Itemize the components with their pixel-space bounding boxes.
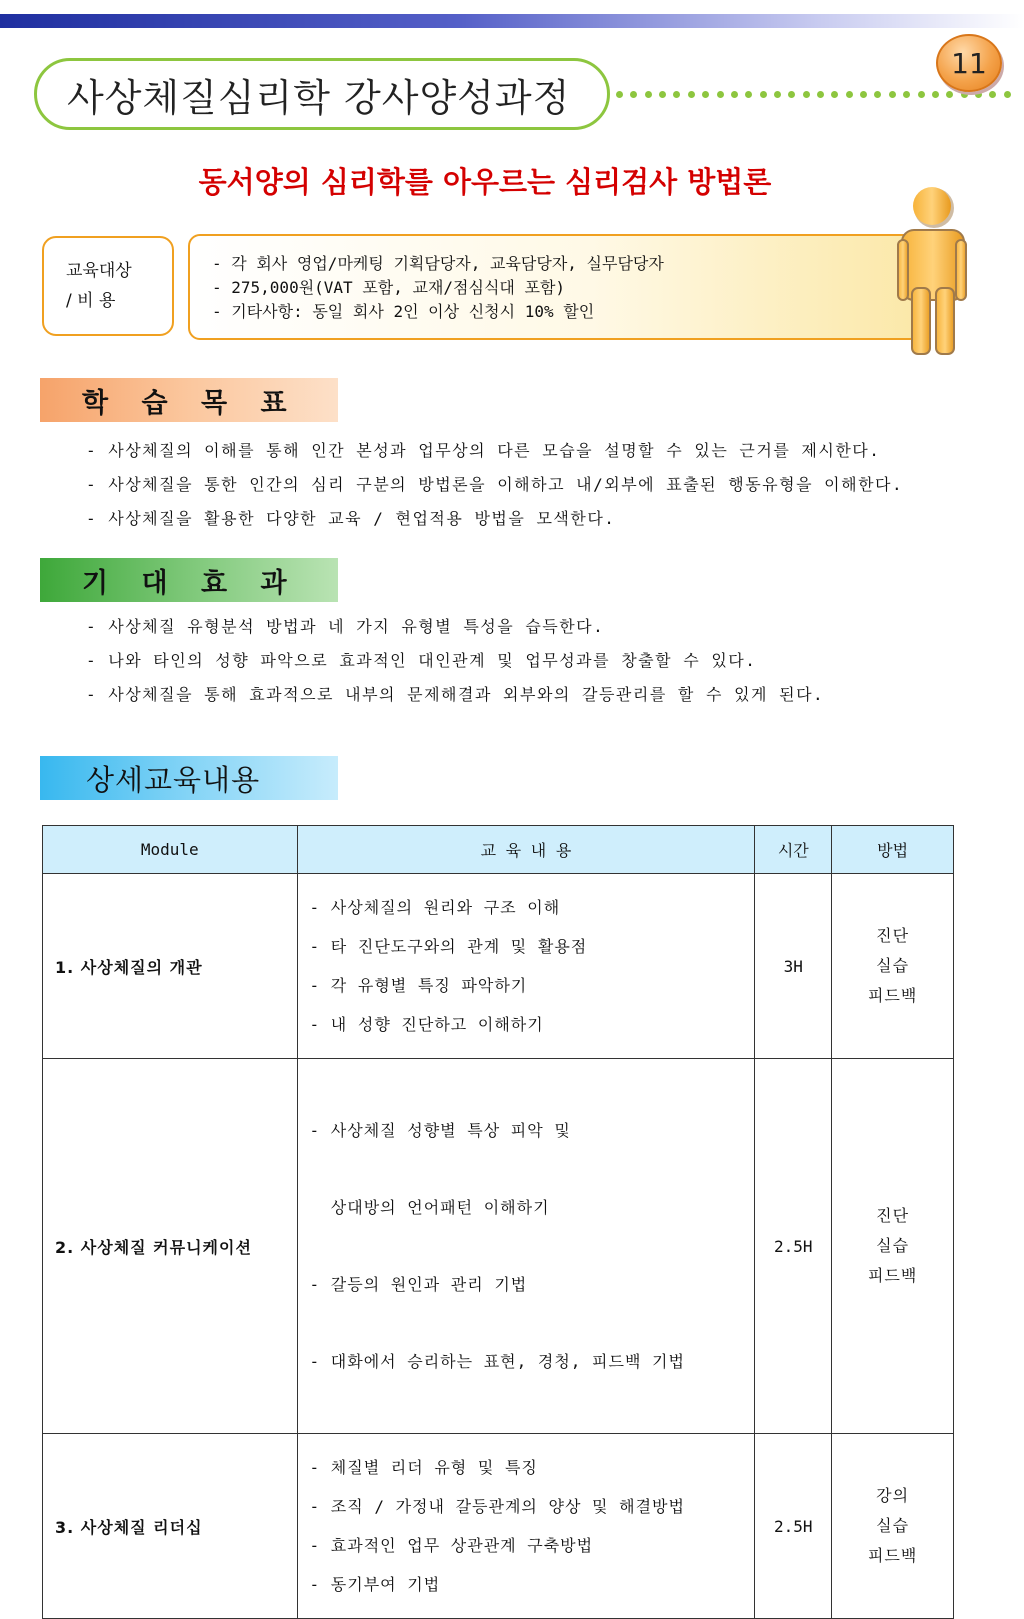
content-line: - 효과적인 업무 상관관계 구축방법 <box>309 1536 594 1555</box>
curriculum-table <box>42 825 954 1619</box>
page-title: 사상체질심리학 강사양성과정 <box>67 75 571 120</box>
table-row <box>43 1434 954 1619</box>
method-line: 실습 <box>876 1516 910 1535</box>
list-item: - 사상체질을 통한 인간의 심리 구분의 방법론을 이해하고 내/외부에 표출된 행동유형을 이해한다. <box>86 475 904 494</box>
content-line: - 각 유형별 특징 파악하기 <box>309 976 528 995</box>
top-gradient-bar <box>0 14 1024 28</box>
method-line: 실습 <box>876 1236 910 1255</box>
target-label-line2: / 비 용 <box>66 291 116 311</box>
content-line: - 조직 / 가정내 갈등관계의 양상 및 해결방법 <box>309 1497 685 1516</box>
header-time: 시간 <box>755 826 832 874</box>
content-line: - 타 진단도구와의 관계 및 활용점 <box>309 937 588 956</box>
method-line: 진단 <box>876 1206 910 1225</box>
table-row <box>43 1059 954 1434</box>
method-line: 진단 <box>876 926 910 945</box>
content-line: - 동기부여 기법 <box>309 1575 441 1594</box>
expected-effects-list <box>86 610 824 712</box>
module-time: 2.5H <box>755 1434 832 1619</box>
module-time: 2.5H <box>755 1059 832 1434</box>
page-number-badge: 11 <box>936 34 1002 92</box>
target-label-line1: 교육대상 <box>66 261 132 281</box>
header-module: Module <box>43 826 298 874</box>
list-item: - 사상체질을 활용한 다양한 교육 / 현업적용 방법을 모색한다. <box>86 509 616 528</box>
module-content <box>297 1434 755 1619</box>
content-line: - 내 성향 진단하고 이해하기 <box>309 1015 544 1034</box>
method-line: 피드백 <box>867 986 918 1005</box>
module-content <box>297 874 755 1059</box>
list-item: - 사상체질을 통해 효과적으로 내부의 문제해결과 외부와의 갈등관리를 할 수 있게 된다. <box>86 685 825 704</box>
module-name: 3. 사상체질 리더십 <box>43 1434 298 1619</box>
target-info-line: - 275,000원(VAT 포함, 교재/점심식대 포함) <box>212 278 566 297</box>
title-dotted-line <box>616 86 1011 102</box>
target-info-line: - 각 회사 영업/마케팅 기획담당자, 교육담당자, 실무담당자 <box>212 254 664 273</box>
content-line: - 사상체질 성향별 특상 피악 및 <box>309 1121 571 1140</box>
method-line: 실습 <box>876 956 910 975</box>
learning-goals-list <box>86 434 903 536</box>
method-line: 강의 <box>876 1486 910 1505</box>
method-line: 피드백 <box>867 1266 918 1285</box>
module-method <box>832 874 954 1059</box>
details-heading: 상세교육내용 <box>40 756 338 800</box>
person-icon <box>896 184 968 356</box>
table-header-row <box>43 826 954 874</box>
target-label-box <box>42 236 174 336</box>
method-line: 피드백 <box>867 1546 918 1565</box>
content-line: - 사상체질의 원리와 구조 이해 <box>309 898 561 917</box>
module-name: 2. 사상체질 커뮤니케이션 <box>43 1059 298 1434</box>
module-content <box>297 1059 755 1434</box>
content-line: - 대화에서 승리하는 표현, 경청, 피드백 기법 <box>309 1352 685 1371</box>
module-time: 3H <box>755 874 832 1059</box>
expected-effects-heading: 기 대 효 과 <box>40 558 338 602</box>
module-method <box>832 1434 954 1619</box>
target-info-line: - 기타사항: 동일 회사 2인 이상 신청시 10% 할인 <box>212 302 595 321</box>
subtitle: 동서양의 심리학를 아우르는 심리검사 방법론 <box>198 165 772 199</box>
learning-goals-heading: 학 습 목 표 <box>40 378 338 422</box>
header-content: 교 육 내 용 <box>297 826 755 874</box>
list-item: - 나와 타인의 성향 파악으로 효과적인 대인관계 및 업무성과를 창출할 수 있다. <box>86 651 757 670</box>
content-line: - 체질별 리더 유형 및 특징 <box>309 1458 538 1477</box>
content-line: 상대방의 언어패턴 이해하기 <box>309 1198 550 1217</box>
target-info-box <box>188 234 922 340</box>
module-method <box>832 1059 954 1434</box>
table-row <box>43 874 954 1059</box>
list-item: - 사상체질의 이해를 통해 인간 본성과 업무상의 다른 모습을 설명할 수 있는 근거를 제시한다. <box>86 441 881 460</box>
list-item: - 사상체질 유형분석 방법과 네 가지 유형별 특성을 습득한다. <box>86 617 605 636</box>
content-line: - 갈등의 원인과 관리 기법 <box>309 1275 528 1294</box>
page-title-pill <box>34 58 610 130</box>
module-name: 1. 사상체질의 개관 <box>43 874 298 1059</box>
header-method: 방법 <box>832 826 954 874</box>
